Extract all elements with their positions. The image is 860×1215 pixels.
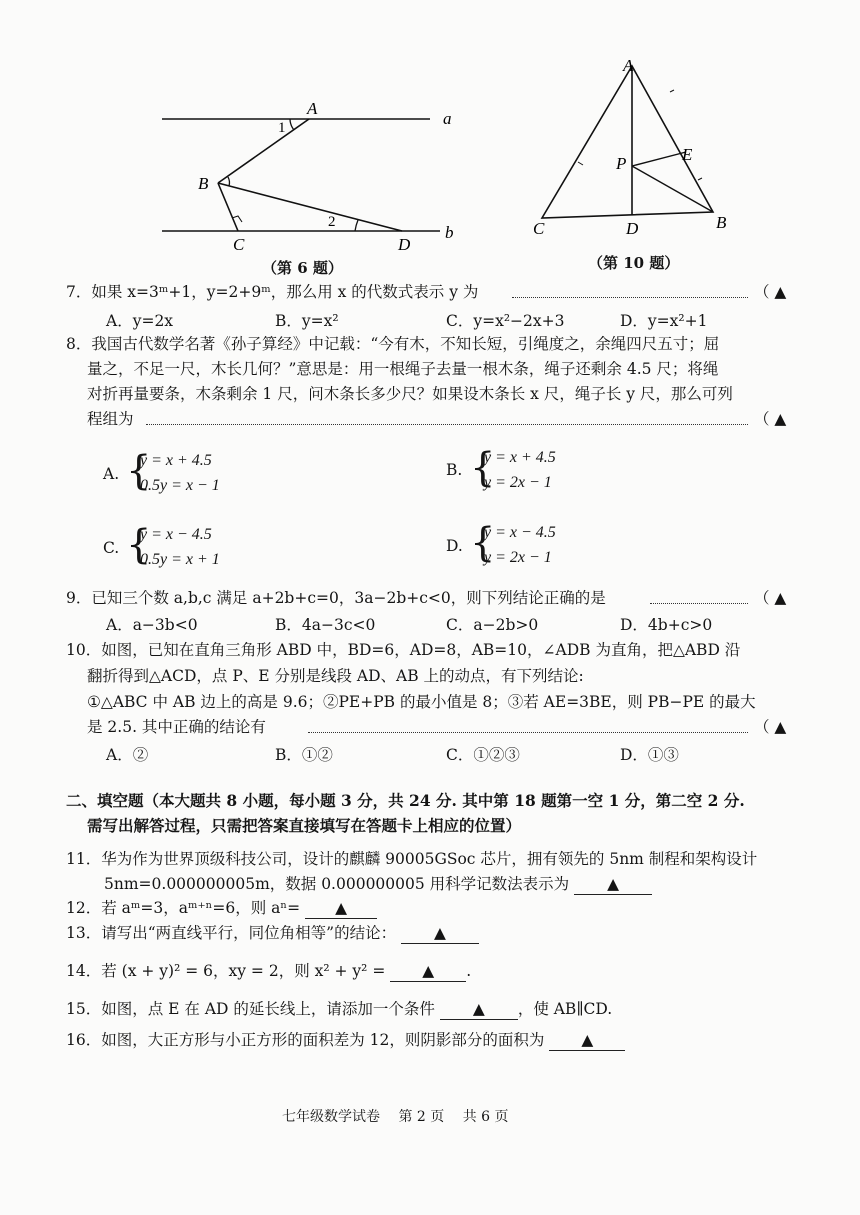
q10-leader bbox=[308, 732, 748, 733]
q12-answer-blank[interactable]: ▲ bbox=[305, 898, 377, 919]
q9-leader bbox=[650, 603, 748, 604]
q8-option-d-label[interactable]: D. bbox=[446, 537, 463, 555]
label-D: D bbox=[626, 219, 639, 238]
q16-line bbox=[66, 1030, 625, 1051]
label-C: C bbox=[533, 219, 545, 238]
q14-text: 14．若 (x + y)² = 6，xy = 2，则 x² + y² = bbox=[66, 962, 386, 980]
label-b: b bbox=[445, 223, 454, 242]
q14-answer-blank[interactable]: ▲ bbox=[390, 961, 466, 982]
q9-stem: 9．已知三个数 a,b,c 满足 a+2b+c=0，3a−2b+c<0，则下列结论正确的是 bbox=[66, 589, 606, 607]
q8-line-1: 8．我国古代数学名著《孙子算经》中记载：“今有木，不知长短，引绳度之，余绳四尺五寸；屈 bbox=[66, 335, 720, 353]
q10-line-4: 是 2.5. 其中正确的结论有 bbox=[87, 718, 266, 736]
label-a: a bbox=[443, 109, 452, 128]
q7-leader bbox=[512, 297, 748, 298]
q15-text: 15．如图，点 E 在 AD 的延长线上，请添加一个条件 bbox=[66, 1000, 435, 1018]
segment-bd bbox=[218, 183, 402, 231]
q14-tail: . bbox=[466, 962, 472, 980]
segment-bc bbox=[218, 183, 238, 231]
q7-bracket: （ ▲ bbox=[754, 283, 787, 301]
q10-bracket: （ ▲ bbox=[754, 718, 787, 736]
angle-2-arc bbox=[355, 220, 358, 231]
triangle-abc bbox=[542, 66, 713, 218]
q10-line-1: 10．如图，已知在直角三角形 ABD 中，BD=6，AD=8，AB=10，∠ADB 为直角，把△ABD 沿 bbox=[66, 641, 741, 659]
q15-tail: ，使 AB∥CD. bbox=[517, 1000, 613, 1018]
figure-6-caption: （第 6 题） bbox=[262, 259, 343, 277]
q10-line-2: 翻折得到△ACD，点 P、E 分别是线段 AD、AB 上的动点，有下列结论: bbox=[87, 667, 584, 685]
q9-option-b[interactable]: B．4a−3c<0 bbox=[275, 616, 376, 634]
label-2: 2 bbox=[328, 214, 336, 230]
segment-pe bbox=[632, 152, 686, 166]
q11-line-2 bbox=[104, 874, 652, 895]
q8-line-2: 量之，不足一尺，木长几何？”意思是：用一根绳子去量一根木条，绳子还剩余 4.5 尺；将绳 bbox=[87, 360, 719, 378]
q11-text: 5nm=0.000000005m，数据 0.000000005 用科学记数法表示为 bbox=[104, 875, 570, 893]
q8-option-c-label[interactable]: C. bbox=[103, 539, 120, 557]
section-2-instructions: 需写出解答过程，只需把答案直接填写在答题卡上相应的位置） bbox=[87, 816, 522, 835]
equation: y = x − 4.5 bbox=[484, 524, 556, 541]
q7-stem: 7．如果 x=3ᵐ+1，y=2+9ᵐ，那么用 x 的代数式表示 y 为 bbox=[66, 283, 479, 301]
label-B: B bbox=[198, 174, 209, 193]
q11-line-1: 11．华为作为世界顶级科技公司，设计的麒麟 90005GSoc 芯片，拥有领先的 5nm 制程和架构设计 bbox=[66, 850, 758, 868]
q7-option-a[interactable]: A．y=2x bbox=[106, 312, 174, 330]
q13-text: 13．请写出“两直线平行，同位角相等”的结论： bbox=[66, 924, 397, 942]
label-C: C bbox=[233, 235, 245, 254]
q12-text: 12．若 aᵐ=3，aᵐ⁺ⁿ=6，则 aⁿ= bbox=[66, 899, 301, 917]
q15-answer-blank[interactable]: ▲ bbox=[440, 999, 518, 1020]
q8-option-a-label[interactable]: A. bbox=[103, 465, 120, 483]
q15-line bbox=[66, 999, 612, 1020]
q7-option-c[interactable]: C．y=x²−2x+3 bbox=[446, 312, 565, 330]
q14-line bbox=[66, 961, 471, 982]
label-E: E bbox=[682, 145, 693, 164]
q10-option-a[interactable]: A．② bbox=[106, 746, 149, 764]
equation: y = x − 4.5 bbox=[140, 526, 212, 543]
label-P: P bbox=[616, 154, 627, 173]
equation: 0.5y = x − 1 bbox=[140, 477, 220, 494]
equation: 0.5y = x + 1 bbox=[140, 551, 220, 568]
q7-option-d[interactable]: D．y=x²+1 bbox=[620, 312, 708, 330]
segment-ab bbox=[218, 119, 309, 183]
q7-option-b[interactable]: B．y=x² bbox=[275, 312, 339, 330]
q9-option-a[interactable]: A．a−3b<0 bbox=[106, 616, 198, 634]
figure-10-caption: （第 10 题） bbox=[588, 254, 680, 272]
q10-option-d[interactable]: D．①③ bbox=[620, 746, 679, 764]
section-2-heading: 二、填空题（本大题共 8 小题，每小题 3 分，共 24 分. 其中第 18 题第一空 1 分，第二空 2 分. bbox=[66, 791, 745, 810]
q11-answer-blank[interactable]: ▲ bbox=[574, 874, 652, 895]
q9-option-c[interactable]: C．a−2b>0 bbox=[446, 616, 539, 634]
q10-option-b[interactable]: B．①② bbox=[275, 746, 333, 764]
equation: y = x + 4.5 bbox=[140, 452, 212, 469]
q8-option-b-label[interactable]: B. bbox=[446, 461, 463, 479]
figure-6 bbox=[150, 98, 470, 273]
q13-line bbox=[66, 923, 479, 944]
tick-marks bbox=[578, 90, 702, 180]
label-B: B bbox=[716, 213, 727, 232]
q8-line-3: 对折再量要条，木条剩余 1 尺，问木条长多少尺？如果设木条长 x 尺，绳子长 y 尺，那么可列 bbox=[87, 385, 733, 403]
q13-answer-blank[interactable]: ▲ bbox=[401, 923, 479, 944]
q8-leader bbox=[146, 424, 748, 425]
q12-line bbox=[66, 898, 377, 919]
label-A: A bbox=[623, 56, 634, 75]
q10-line-3: ①△ABC 中 AB 边上的高是 9.6；②PE+PB 的最小值是 8；③若 AE=3BE，则 PB−PE 的最大 bbox=[87, 693, 756, 711]
equation: y = 2x − 1 bbox=[484, 474, 552, 491]
q9-option-d[interactable]: D．4b+c>0 bbox=[620, 616, 713, 634]
q9-bracket: （ ▲ bbox=[754, 589, 787, 607]
q8-line-4: 程组为 bbox=[87, 410, 134, 428]
angle-b-arc bbox=[228, 177, 229, 186]
q16-text: 16．如图，大正方形与小正方形的面积差为 12，则阴影部分的面积为 bbox=[66, 1031, 545, 1049]
equation: y = 2x − 1 bbox=[484, 549, 552, 566]
figure-10 bbox=[520, 52, 760, 252]
q16-answer-blank[interactable]: ▲ bbox=[549, 1030, 625, 1051]
label-1: 1 bbox=[278, 120, 286, 136]
equation: y = x + 4.5 bbox=[484, 449, 556, 466]
label-D: D bbox=[398, 235, 411, 254]
label-A: A bbox=[307, 99, 318, 118]
angle-1-arc bbox=[290, 119, 294, 130]
q8-bracket: （ ▲ bbox=[754, 410, 787, 428]
page-footer: 七年级数学试卷 第 2 页 共 6 页 bbox=[282, 1109, 509, 1125]
q10-option-c[interactable]: C．①②③ bbox=[446, 746, 520, 764]
